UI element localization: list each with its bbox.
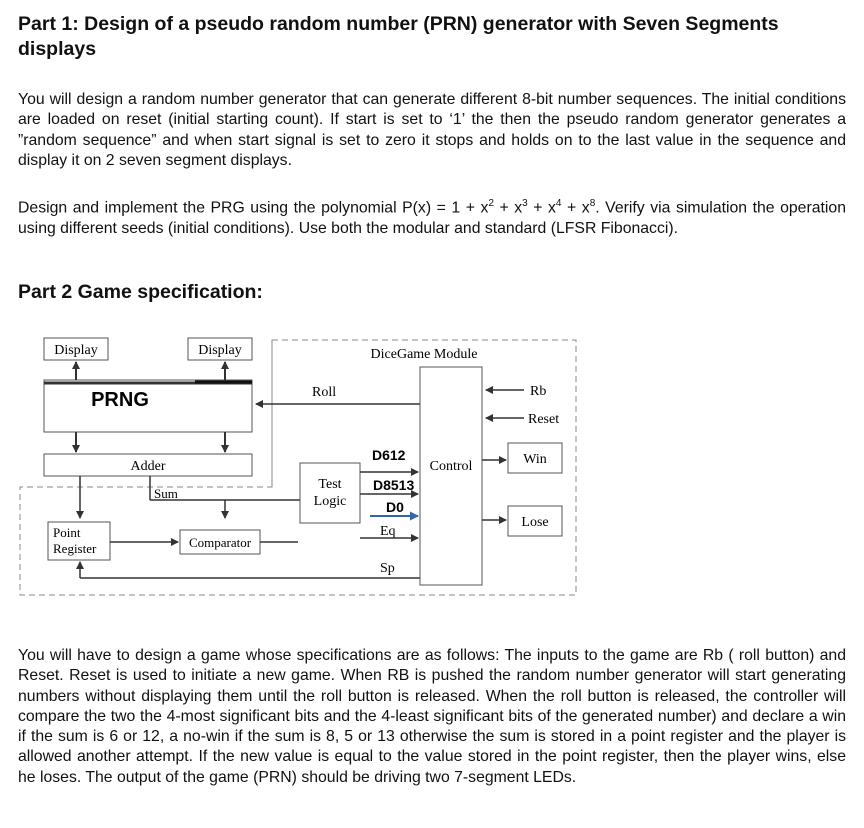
display-label-2: Display — [198, 343, 242, 358]
test-logic-block — [300, 463, 360, 523]
test-logic-label-1: Test — [318, 477, 342, 492]
reset-label: Reset — [528, 412, 560, 427]
part1-paragraph-1: You will design a random number generator that can generate different 8-bit number sequences. The initial conditions are loaded on reset (initial starting count). If start is set to ‘1’ the then the pseudo random generator generates a ”random sequence” and when start signal is set to zero it stops and holds on to the last value in the sequence and display it on 2 seven segment displays. — [18, 91, 846, 169]
polynomial-text-end: . Verify via simulation the operation using different seeds (initial conditions). Use both the modular and standard (LFSR Fibonacci). — [18, 199, 846, 237]
part1-title: Part 1: Design of a pseudo random number (PRN) generator with Seven Segments displays — [18, 13, 779, 60]
control-label: Control — [429, 459, 473, 474]
dicegame-block-diagram — [0, 330, 864, 610]
test-logic-label-2: Logic — [313, 494, 347, 509]
poly-sep-2: + x — [527, 199, 556, 217]
poly-exp-2: 3 — [522, 198, 528, 209]
poly-exp-1: 2 — [488, 198, 494, 209]
poly-sep-1: + x — [493, 199, 523, 217]
rb-label: Rb — [530, 384, 547, 399]
sp-label: Sp — [380, 561, 395, 576]
win-label: Win — [523, 452, 547, 467]
d8513-label: D8513 — [373, 477, 415, 493]
control-block — [420, 367, 482, 585]
point-register-label-1: Point — [53, 525, 81, 540]
polynomial-text-start: Design and implement the PRG using the polynomial P(x) = 1 + x — [18, 199, 489, 217]
part1-paragraph-2 — [18, 194, 846, 239]
part2-title: Part 2 Game specification: — [18, 281, 263, 303]
poly-sep-3: + x — [561, 199, 590, 217]
roll-label: Roll — [312, 385, 337, 400]
lose-label: Lose — [521, 515, 549, 530]
point-register-label-2: Register — [53, 541, 97, 556]
display-label-1: Display — [54, 343, 98, 358]
d612-label: D612 — [372, 447, 406, 463]
sum-label: Sum — [154, 486, 178, 501]
module-label: DiceGame Module — [370, 347, 478, 362]
comparator-label: Comparator — [188, 535, 252, 550]
poly-exp-3: 4 — [555, 198, 562, 209]
eq-label: Eq — [380, 524, 396, 539]
adder-label: Adder — [130, 459, 166, 474]
prng-label: PRNG — [91, 389, 149, 411]
poly-exp-4: 8 — [589, 198, 596, 209]
part2-description: You will have to design a game whose specifications are as follows: The inputs to the game are Rb ( roll button) and Reset. Reset is used to initiate a new game. When RB is pushed the random number generator will start generating numbers without displaying them until the roll button is released. When the roll button is released, the controller will compare the two the 4-most significant bits and the 4-least significant bits of the generated number) and declare a win if the sum is 6 or 12, a no-win if the sum is 8, 5 or 13 otherwise the sum is stored in a point register and the player is allowed another attempt. If the new value is equal to the value stored in the point register, then the player wins, else he loses. The output of the game (PRN) should be driving two 7-segment LEDs. — [18, 647, 846, 786]
d0-label: D0 — [386, 499, 404, 515]
